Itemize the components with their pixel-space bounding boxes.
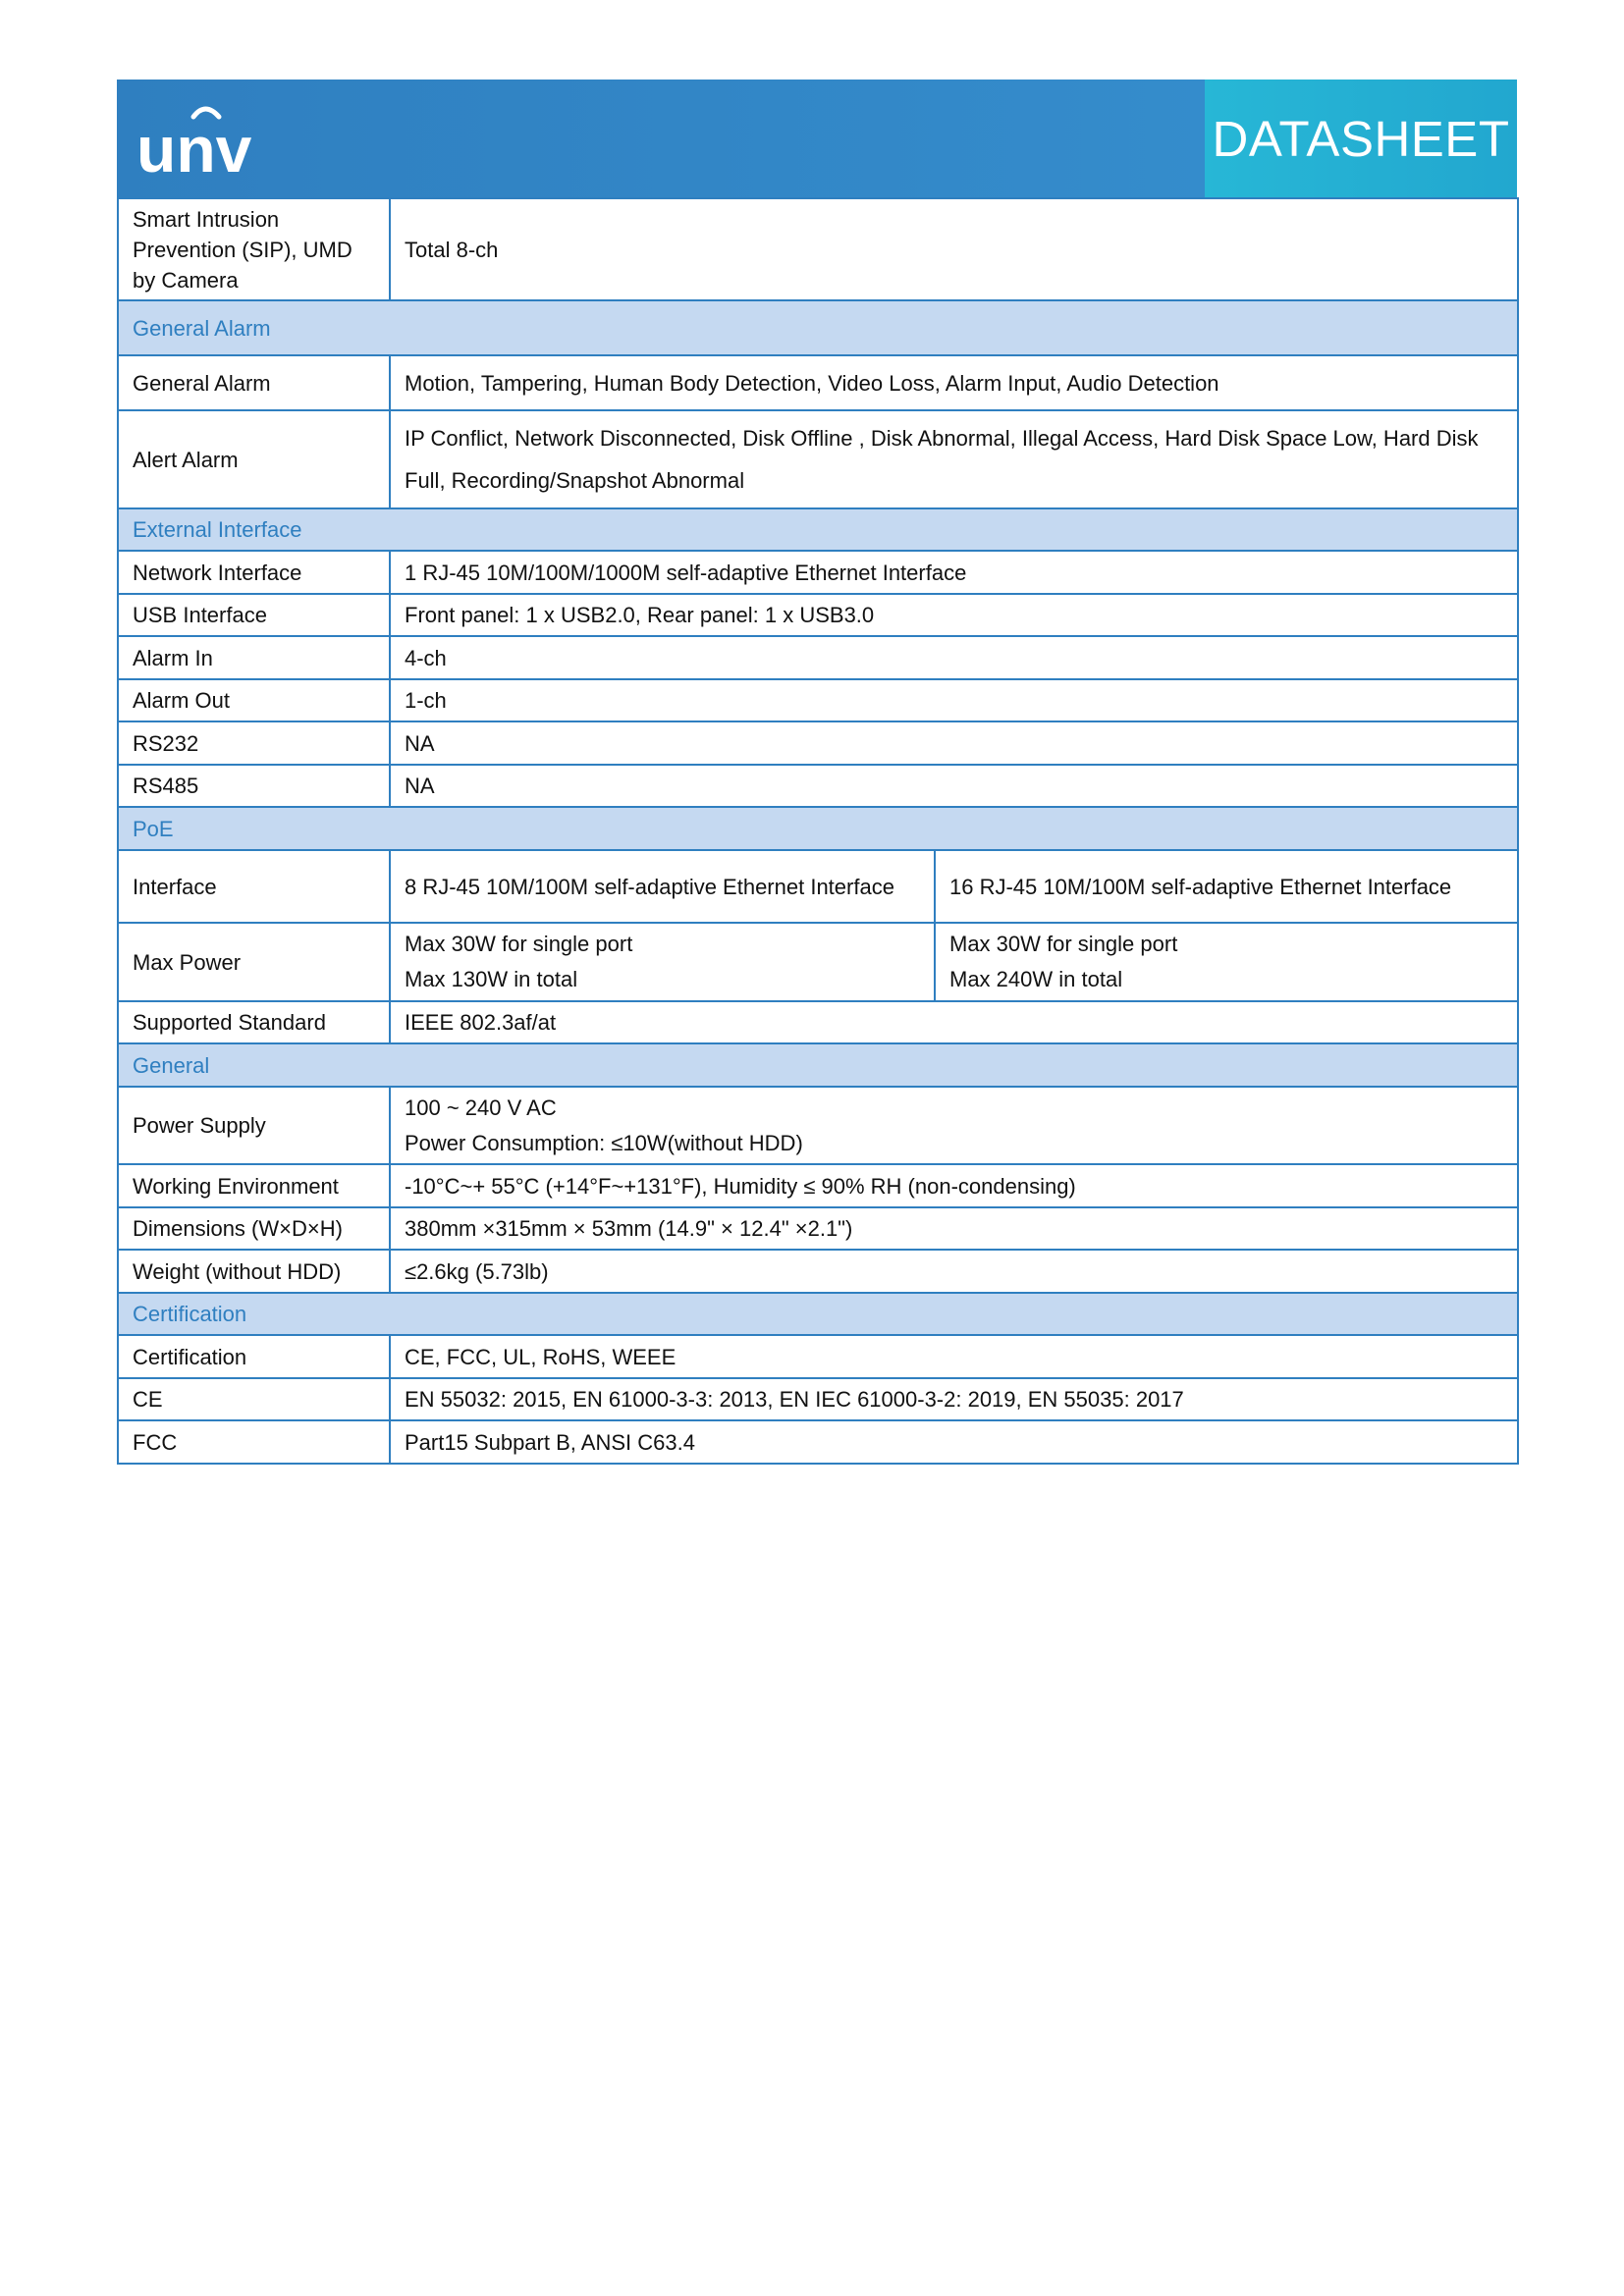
row-value: Part15 Subpart B, ANSI C63.4	[390, 1420, 1518, 1464]
svg-text:unv: unv	[136, 113, 252, 182]
row-label: Alarm In	[118, 636, 390, 679]
row-value: NA	[390, 721, 1518, 765]
row-value: ≤2.6kg (5.73lb)	[390, 1250, 1518, 1293]
row-value: Front panel: 1 x USB2.0, Rear panel: 1 x USB3.0	[390, 594, 1518, 636]
table-row	[118, 1207, 1518, 1250]
row-label: CE	[118, 1378, 390, 1420]
row-value: 1 RJ-45 10M/100M/1000M self-adaptive Ethernet Interface	[390, 551, 1518, 594]
value-line: Max 130W in total	[405, 967, 578, 991]
section-header	[118, 508, 1518, 551]
row-label: Dimensions (W×D×H)	[118, 1207, 390, 1250]
table-row	[118, 1250, 1518, 1293]
section-header	[118, 1293, 1518, 1335]
section-title: PoE	[118, 807, 1518, 850]
row-value: 1-ch	[390, 679, 1518, 721]
value-line: Max 30W for single port	[949, 932, 1178, 956]
table-row	[118, 679, 1518, 721]
row-value	[390, 1087, 1518, 1164]
row-label: Alert Alarm	[118, 410, 390, 508]
row-label: RS485	[118, 765, 390, 807]
row-label: Alarm Out	[118, 679, 390, 721]
row-value-16ch: 16 RJ-45 10M/100M self-adaptive Ethernet Interface	[935, 850, 1518, 923]
row-label: Power Supply	[118, 1087, 390, 1164]
table-row	[118, 1420, 1518, 1464]
row-label: FCC	[118, 1420, 390, 1464]
table-row	[118, 850, 1518, 923]
table-row	[118, 1378, 1518, 1420]
section-title: General Alarm	[118, 300, 1518, 355]
row-label: Interface	[118, 850, 390, 923]
section-header	[118, 807, 1518, 850]
table-row	[118, 551, 1518, 594]
section-title: General	[118, 1043, 1518, 1087]
row-label: Weight (without HDD)	[118, 1250, 390, 1293]
table-row	[118, 594, 1518, 636]
row-value: 380mm ×315mm × 53mm (14.9" × 12.4" ×2.1")	[390, 1207, 1518, 1250]
row-value: 4-ch	[390, 636, 1518, 679]
row-label: Supported Standard	[118, 1001, 390, 1043]
section-title: External Interface	[118, 508, 1518, 551]
value-line: Max 240W in total	[949, 967, 1123, 991]
row-value-8ch	[390, 923, 935, 1001]
header-banner	[117, 80, 1517, 197]
datasheet-page	[117, 80, 1517, 1465]
table-row	[118, 765, 1518, 807]
unv-logo	[136, 95, 274, 182]
row-value: Motion, Tampering, Human Body Detection, Video Loss, Alarm Input, Audio Detection	[390, 355, 1518, 410]
table-row	[118, 410, 1518, 508]
section-header	[118, 300, 1518, 355]
row-label: Smart Intrusion Prevention (SIP), UMD by Camera	[118, 198, 390, 300]
value-line: Power Consumption: ≤10W(without HDD)	[405, 1130, 803, 1155]
row-value-8ch: 8 RJ-45 10M/100M self-adaptive Ethernet Interface	[390, 850, 935, 923]
value-line: Max 30W for single port	[405, 932, 633, 956]
table-row	[118, 1087, 1518, 1164]
table-row	[118, 1335, 1518, 1378]
section-header	[118, 1043, 1518, 1087]
table-row	[118, 721, 1518, 765]
section-title: Certification	[118, 1293, 1518, 1335]
row-label: USB Interface	[118, 594, 390, 636]
table-row	[118, 636, 1518, 679]
row-value: Total 8-ch	[390, 198, 1518, 300]
row-value: EN 55032: 2015, EN 61000-3-3: 2013, EN IEC 61000-3-2: 2019, EN 55035: 2017	[390, 1378, 1518, 1420]
row-label: RS232	[118, 721, 390, 765]
datasheet-badge: DATASHEET	[1205, 80, 1517, 197]
row-value: NA	[390, 765, 1518, 807]
row-label: Max Power	[118, 923, 390, 1001]
row-value: CE, FCC, UL, RoHS, WEEE	[390, 1335, 1518, 1378]
value-line: 100 ~ 240 V AC	[405, 1095, 557, 1120]
table-row	[118, 923, 1518, 1001]
table-row	[118, 1164, 1518, 1207]
row-label: General Alarm	[118, 355, 390, 410]
table-row	[118, 355, 1518, 410]
table-row	[118, 1001, 1518, 1043]
row-value: IEEE 802.3af/at	[390, 1001, 1518, 1043]
spec-table	[117, 197, 1519, 1465]
table-row	[118, 198, 1518, 300]
row-value-16ch	[935, 923, 1518, 1001]
row-label: Certification	[118, 1335, 390, 1378]
row-label: Network Interface	[118, 551, 390, 594]
row-label: Working Environment	[118, 1164, 390, 1207]
row-value: -10°C~+ 55°C (+14°F~+131°F), Humidity ≤ 90% RH (non-condensing)	[390, 1164, 1518, 1207]
row-value: IP Conflict, Network Disconnected, Disk Offline , Disk Abnormal, Illegal Access, Hard Disk Space Low, Hard Disk Full, Recording/Snapshot Abnormal	[390, 410, 1518, 508]
